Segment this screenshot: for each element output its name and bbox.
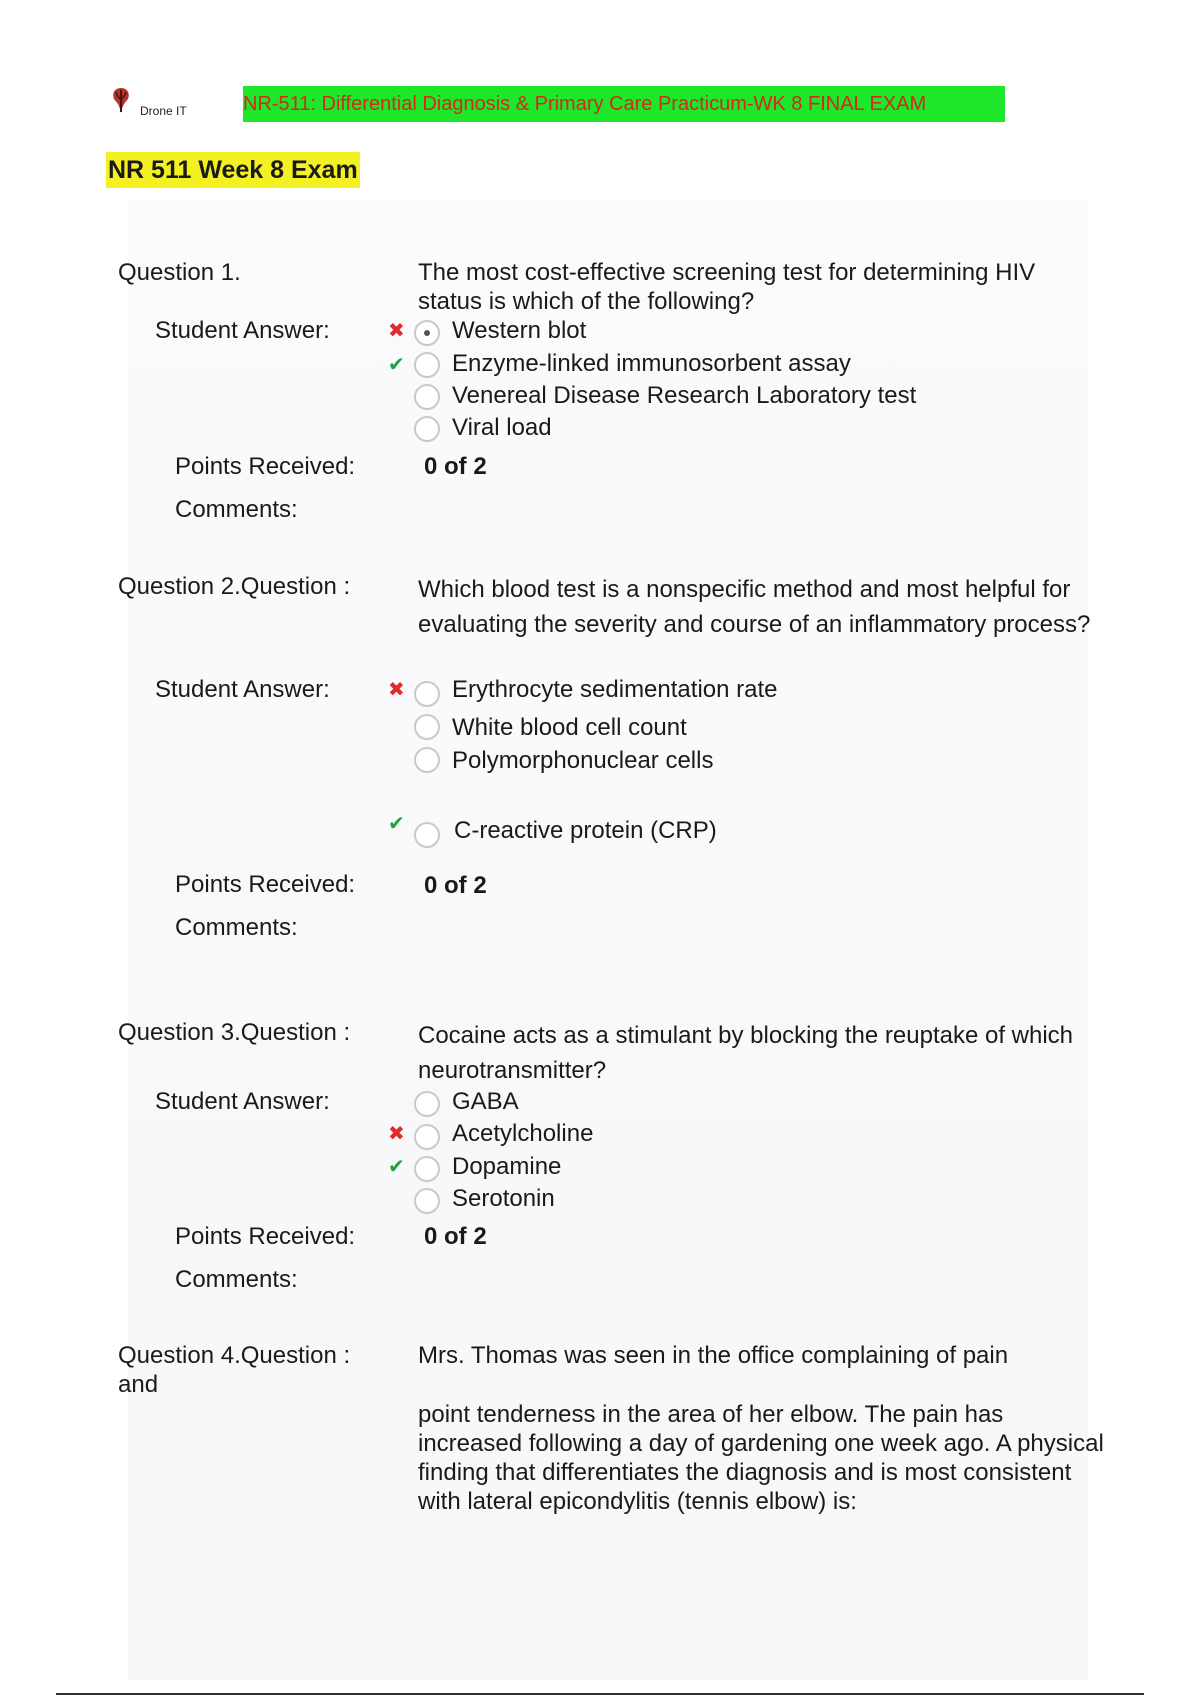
question-3-student-answer-label: Student Answer: [155, 1088, 330, 1115]
logo [108, 86, 198, 122]
exam-banner: NR-511: Differential Diagnosis & Primary Care Practicum-WK 8 FINAL EXAM [243, 86, 1005, 122]
option-text: Dopamine [452, 1153, 562, 1180]
question-2-score: 0 of 2 [424, 872, 487, 899]
option-text: Erythrocyte sedimentation rate [452, 676, 778, 703]
radio-button[interactable] [414, 384, 440, 410]
question-1-score: 0 of 2 [424, 453, 487, 480]
question-2-points-label: Points Received: [175, 871, 356, 898]
question-1-student-answer-label: Student Answer: [155, 317, 330, 344]
option-text: Enzyme-linked immunosorbent assay [452, 350, 851, 377]
radio-button[interactable] [414, 416, 440, 442]
option-text: Acetylcholine [452, 1120, 594, 1147]
radio-button[interactable] [414, 1188, 440, 1214]
radio-button[interactable] [414, 822, 440, 848]
question-2-label: Question 2.Question : [118, 573, 351, 600]
question-3-points-label: Points Received: [175, 1223, 356, 1250]
correct-mark-icon: ✔ [388, 813, 405, 835]
question-1-text: The most cost-effective screening test for determining HIV status is which of the following? [418, 259, 1036, 315]
question-4-text-cont: point tenderness in the area of her elbow. The pain has increased following a day of gardening one week ago. A physical finding that differentiates the diagnosis and is most consistent with lateral epicondylitis (tennis elbow) is: [418, 1401, 1104, 1515]
option-text: White blood cell count [452, 714, 687, 741]
option-text: Serotonin [452, 1185, 555, 1212]
radio-button-selected[interactable] [414, 320, 440, 346]
option-text: GABA [452, 1088, 519, 1115]
question-1-comments-label: Comments: [175, 496, 298, 523]
question-4-label: Question 4.Question : [118, 1342, 351, 1369]
question-3-text: Cocaine acts as a stimulant by blocking the reuptake of which neurotransmitter? [418, 1022, 1074, 1084]
option-text: Venereal Disease Research Laboratory test [452, 382, 917, 409]
option-text: Polymorphonuclear cells [452, 747, 714, 774]
wrong-mark-icon: ✖ [388, 679, 405, 701]
option-text: Western blot [452, 317, 587, 344]
question-4-text: Mrs. Thomas was seen in the office complaining of pain [418, 1342, 1009, 1369]
question-4-label-cont: and [118, 1371, 159, 1398]
question-3-comments-label: Comments: [175, 1266, 298, 1293]
question-2-student-answer-label: Student Answer: [155, 676, 330, 703]
radio-button[interactable] [414, 1124, 440, 1150]
radio-button[interactable] [414, 714, 440, 740]
wrong-mark-icon: ✖ [388, 1123, 405, 1145]
radio-button[interactable] [414, 681, 440, 707]
correct-mark-icon: ✔ [388, 354, 405, 376]
question-3-label: Question 3.Question : [118, 1019, 351, 1046]
page-bottom-rule [56, 1693, 1144, 1695]
logo-text: Drone IT [140, 104, 187, 118]
radio-button[interactable] [414, 1156, 440, 1182]
radio-button[interactable] [414, 747, 440, 773]
page-title: NR 511 Week 8 Exam [106, 152, 360, 188]
correct-mark-icon: ✔ [388, 1156, 405, 1178]
drone-logo-icon [108, 86, 134, 116]
radio-button[interactable] [414, 1091, 440, 1117]
radio-button[interactable] [414, 352, 440, 378]
question-2-text: Which blood test is a nonspecific method and most helpful for evaluating the severity and course of an inflammatory process? [418, 576, 1091, 638]
question-3-score: 0 of 2 [424, 1223, 487, 1250]
option-text: Viral load [452, 414, 552, 441]
question-2-comments-label: Comments: [175, 914, 298, 941]
question-1-points-label: Points Received: [175, 453, 356, 480]
option-text: C-reactive protein (CRP) [454, 817, 717, 844]
question-1-label: Question 1. [118, 259, 241, 286]
wrong-mark-icon: ✖ [388, 320, 405, 342]
